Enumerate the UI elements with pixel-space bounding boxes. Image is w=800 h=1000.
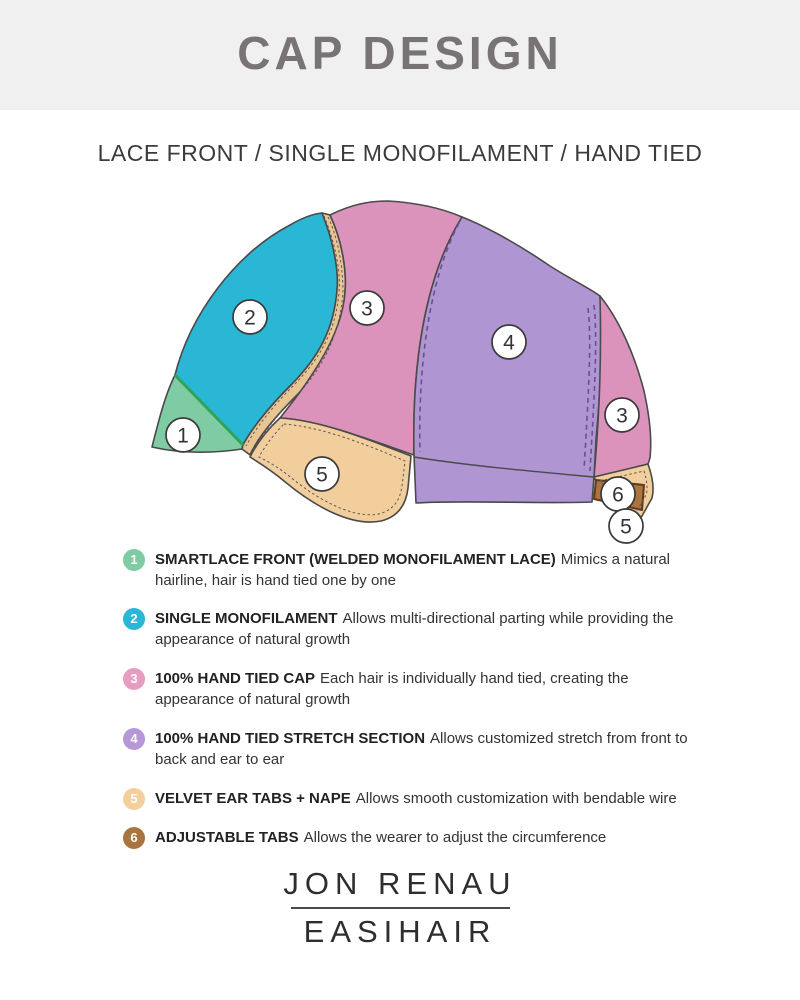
legend-dot-4: 4 bbox=[123, 728, 145, 750]
legend-label: 100% HAND TIED STRETCH SECTION bbox=[155, 730, 426, 747]
legend-dot-5: 5 bbox=[123, 788, 145, 810]
marker-2 bbox=[233, 300, 267, 334]
page-title: CAP DESIGN bbox=[237, 27, 563, 79]
legend-text bbox=[155, 827, 690, 848]
brand-divider bbox=[291, 907, 510, 909]
brand-logo bbox=[0, 866, 800, 950]
svg-text:5: 5 bbox=[620, 515, 632, 539]
wig-cap-diagram bbox=[130, 190, 700, 550]
legend-dot-3: 3 bbox=[123, 668, 145, 690]
marker-4 bbox=[492, 325, 526, 359]
legend-description: Allows multi-directional parting while providing the appearance of natural growth bbox=[155, 610, 674, 648]
legend-label: SMARTLACE FRONT (WELDED MONOFILAMENT LACE) bbox=[155, 551, 556, 568]
legend-label: ADJUSTABLE TABS bbox=[155, 829, 299, 846]
legend-text bbox=[155, 668, 690, 710]
marker-5-ear-tab bbox=[305, 457, 339, 491]
legend-label: 100% HAND TIED CAP bbox=[155, 670, 316, 687]
legend-item-adjustable-tabs bbox=[123, 827, 690, 848]
marker-3-front bbox=[350, 291, 384, 325]
legend-dot-1: 1 bbox=[123, 549, 145, 571]
section-stretch-section bbox=[414, 217, 602, 503]
marker-3-back bbox=[605, 398, 639, 432]
marker-1 bbox=[166, 418, 200, 452]
legend-text bbox=[155, 549, 690, 591]
brand-name-bottom: EASIHAIR bbox=[303, 914, 497, 949]
legend-item-velvet-ear-tabs bbox=[123, 788, 690, 809]
legend-description: Allows the wearer to adjust the circumference bbox=[303, 829, 607, 846]
legend-text bbox=[155, 728, 690, 770]
legend-description: Mimics a natural hairline, hair is hand tied one by one bbox=[155, 551, 670, 589]
svg-text:3: 3 bbox=[616, 404, 628, 428]
legend-item-hand-tied-cap bbox=[123, 668, 690, 710]
cap-type-subtitle: LACE FRONT / SINGLE MONOFILAMENT / HAND TIED bbox=[97, 140, 703, 166]
svg-text:5: 5 bbox=[316, 463, 328, 487]
legend-dot-6: 6 bbox=[123, 827, 145, 849]
legend-label: SINGLE MONOFILAMENT bbox=[155, 610, 338, 627]
legend-label: VELVET EAR TABS + NAPE bbox=[155, 790, 351, 807]
legend-description: Allows smooth customization with bendable wire bbox=[355, 790, 677, 807]
legend-text bbox=[155, 608, 690, 650]
svg-text:6: 6 bbox=[612, 483, 624, 507]
legend-text bbox=[155, 788, 690, 809]
svg-text:3: 3 bbox=[361, 297, 373, 321]
svg-text:2: 2 bbox=[244, 306, 256, 330]
svg-text:4: 4 bbox=[503, 331, 515, 355]
legend-description: Each hair is individually hand tied, creating the appearance of natural growth bbox=[155, 670, 629, 708]
section-hand-tied-cap-back bbox=[594, 296, 651, 477]
brand-name-top: JON RENAU bbox=[283, 866, 517, 901]
legend-item-single-monofilament bbox=[123, 608, 690, 650]
marker-6 bbox=[601, 477, 635, 511]
header-bar bbox=[0, 0, 800, 110]
legend-description: Allows customized stretch from front to back and ear to ear bbox=[155, 730, 688, 768]
svg-text:1: 1 bbox=[177, 424, 189, 448]
legend-dot-2: 2 bbox=[123, 608, 145, 630]
legend-item-smartlace-front bbox=[123, 549, 690, 591]
marker-5-nape bbox=[609, 509, 643, 543]
legend-item-stretch-section bbox=[123, 728, 690, 770]
